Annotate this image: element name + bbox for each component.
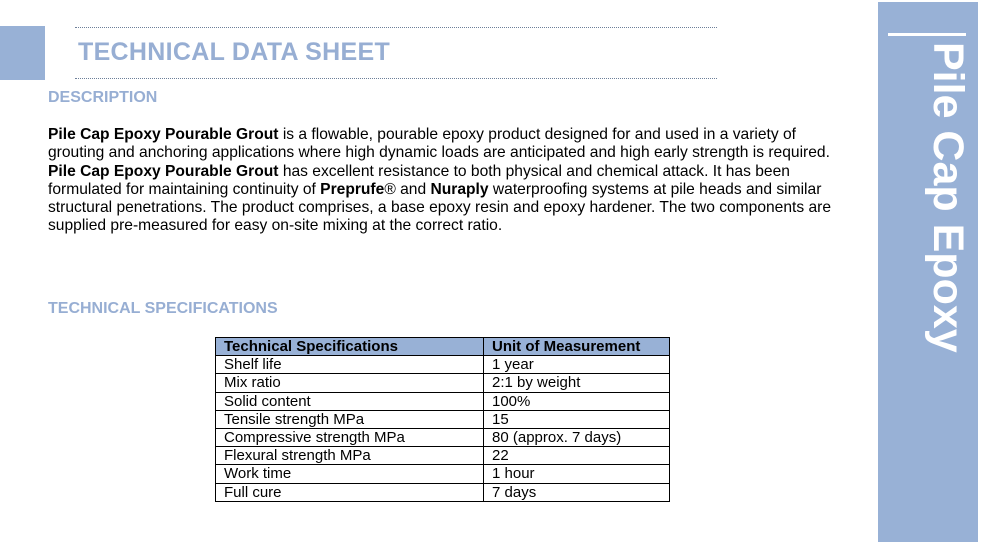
table-row [216, 447, 670, 465]
spec-name: Shelf life [216, 356, 484, 374]
table-row [216, 374, 670, 392]
spec-value: 22 [484, 447, 670, 465]
spec-value: 15 [484, 410, 670, 428]
product-sidebar [878, 2, 978, 542]
text-run: waterproofing systems at pile heads and similar structural penetrations. The product comprises, a base epoxy resin and epoxy hardener. The two components are supplied pre-measured for easy on-site mixing at the correct ratio. [48, 180, 832, 235]
page-title: TECHNICAL DATA SHEET [78, 38, 391, 66]
bold-term: Pile Cap Epoxy Pourable Grout [48, 126, 279, 143]
spec-value: 100% [484, 392, 670, 410]
spec-name: Solid content [216, 392, 484, 410]
table-row [216, 392, 670, 410]
spec-value: 7 days [484, 483, 670, 501]
description-paragraph [48, 126, 848, 236]
spec-value: 2:1 by weight [484, 374, 670, 392]
specs-heading: TECHNICAL SPECIFICATIONS [48, 300, 278, 317]
bold-term: Pile Cap Epoxy Pourable Grout [48, 162, 279, 180]
specs-table [215, 337, 670, 502]
spec-value: 80 (approx. 7 days) [484, 429, 670, 447]
spec-name: Flexural strength MPa [216, 447, 484, 465]
table-row [216, 483, 670, 501]
title-divider-bottom [75, 78, 717, 79]
spec-name: Mix ratio [216, 374, 484, 392]
spec-value: 1 hour [484, 465, 670, 483]
sidebar-rule [888, 33, 966, 36]
bold-term: Preprufe [320, 180, 385, 198]
table-row [216, 410, 670, 428]
spec-name: Full cure [216, 483, 484, 501]
column-header: Unit of Measurement [484, 338, 670, 356]
text-run: is a flowable, pourable epoxy product designed for and used in a variety of grouting and anchoring applications where high dynamic loads are anticipated and high early strength is required. [48, 126, 830, 162]
table-row [216, 465, 670, 483]
column-header: Technical Specifications [216, 338, 484, 356]
text-run: has excellent resistance to both physical and chemical attack. It has been formulated for maintaining continuity of [48, 162, 790, 198]
bold-term: Nuraply [430, 180, 489, 198]
table-header-row [216, 338, 670, 356]
table-row [216, 356, 670, 374]
spec-name: Tensile strength MPa [216, 410, 484, 428]
header-accent-block [0, 26, 45, 80]
title-divider-top [75, 27, 717, 28]
table-row [216, 429, 670, 447]
spec-value: 1 year [484, 356, 670, 374]
sidebar-product-name: Pile Cap Epoxy [924, 42, 972, 353]
spec-name: Compressive strength MPa [216, 429, 484, 447]
spec-name: Work time [216, 465, 484, 483]
text-run: ® and [384, 180, 431, 198]
description-heading: DESCRIPTION [48, 89, 158, 106]
